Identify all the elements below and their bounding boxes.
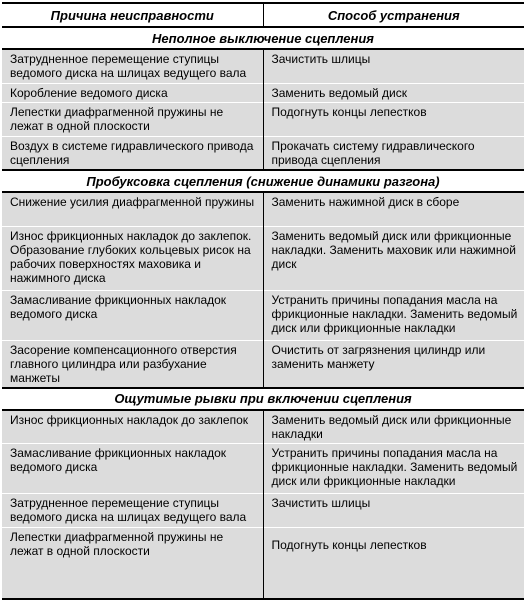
troubleshooting-table-frame — [2, 2, 524, 600]
remedy-cell: Подогнуть концы лепестков — [263, 528, 524, 599]
remedy-cell: Очистить от загрязнения цилиндр или заменить манжету — [263, 340, 524, 388]
header-cause: Причина неисправности — [2, 4, 263, 27]
remedy-cell: Заменить ведомый диск или фрикционные накладки — [263, 410, 524, 444]
remedy-cell: Прокачать систему гидравлического привода сцепления — [263, 136, 524, 170]
table-row — [2, 494, 524, 528]
table-row — [2, 226, 524, 290]
cause-cell: Лепестки диафрагменной пружины не лежат в одной плоскости — [2, 528, 263, 599]
cause-cell: Засорение компенсационного отверстия главного цилиндра или разбухание манжеты — [2, 340, 263, 388]
section-title: Ощутимые рывки при включении сцепления — [2, 388, 524, 410]
table-row — [2, 136, 524, 170]
remedy-cell: Заменить ведомый диск или фрикционные накладки. Заменить маховик или нажимной диск — [263, 226, 524, 290]
remedy-cell: Заменить нажимной диск в сборе — [263, 192, 524, 226]
table-row — [2, 49, 524, 83]
section-title: Пробуксовка сцепления (снижение динамики разгона) — [2, 170, 524, 192]
table-row — [2, 340, 524, 388]
remedy-cell: Зачистить шлицы — [263, 494, 524, 528]
cause-cell: Износ фрикционных накладок до заклепок. Образование глубоких кольцевых рисок на рабочих поверхностях маховика и нажимного диска — [2, 226, 263, 290]
cause-cell: Лепестки диафрагменной пружины не лежат в одной плоскости — [2, 102, 263, 136]
cause-cell: Замасливание фрикционных накладок ведомого диска — [2, 290, 263, 340]
table-row — [2, 410, 524, 444]
table-row — [2, 192, 524, 226]
cause-cell: Затрудненное перемещение ступицы ведомого диска на шлицах ведущего вала — [2, 494, 263, 528]
header-remedy: Способ устранения — [263, 4, 524, 27]
table-row — [2, 444, 524, 494]
cause-cell: Износ фрикционных накладок до заклепок — [2, 410, 263, 444]
table-row — [2, 290, 524, 340]
remedy-cell: Устранить причины попадания масла на фрикционные накладки. Заменить ведомый диск или фрикционные накладки — [263, 290, 524, 340]
cause-cell: Коробление ведомого диска — [2, 83, 263, 102]
troubleshooting-table — [2, 4, 524, 598]
cause-cell: Замасливание фрикционных накладок ведомого диска — [2, 444, 263, 494]
header-row — [2, 4, 524, 27]
section-title: Неполное выключение сцепления — [2, 27, 524, 49]
cause-cell: Воздух в системе гидравлического привода сцепления — [2, 136, 263, 170]
remedy-cell: Устранить причины попадания масла на фрикционные накладки. Заменить ведомый диск или фрикционные накладки — [263, 444, 524, 494]
table-row — [2, 102, 524, 136]
table-row — [2, 83, 524, 102]
section-incomplete-disengagement — [2, 27, 524, 49]
remedy-cell: Заменить ведомый диск — [263, 83, 524, 102]
section-clutch-slipping — [2, 170, 524, 192]
cause-cell: Снижение усилия диафрагменной пружины — [2, 192, 263, 226]
cause-cell: Затрудненное перемещение ступицы ведомого диска на шлицах ведущего вала — [2, 49, 263, 83]
remedy-cell: Зачистить шлицы — [263, 49, 524, 83]
table-row — [2, 528, 524, 599]
remedy-cell: Подогнуть концы лепестков — [263, 102, 524, 136]
section-jerks-on-engagement — [2, 388, 524, 410]
